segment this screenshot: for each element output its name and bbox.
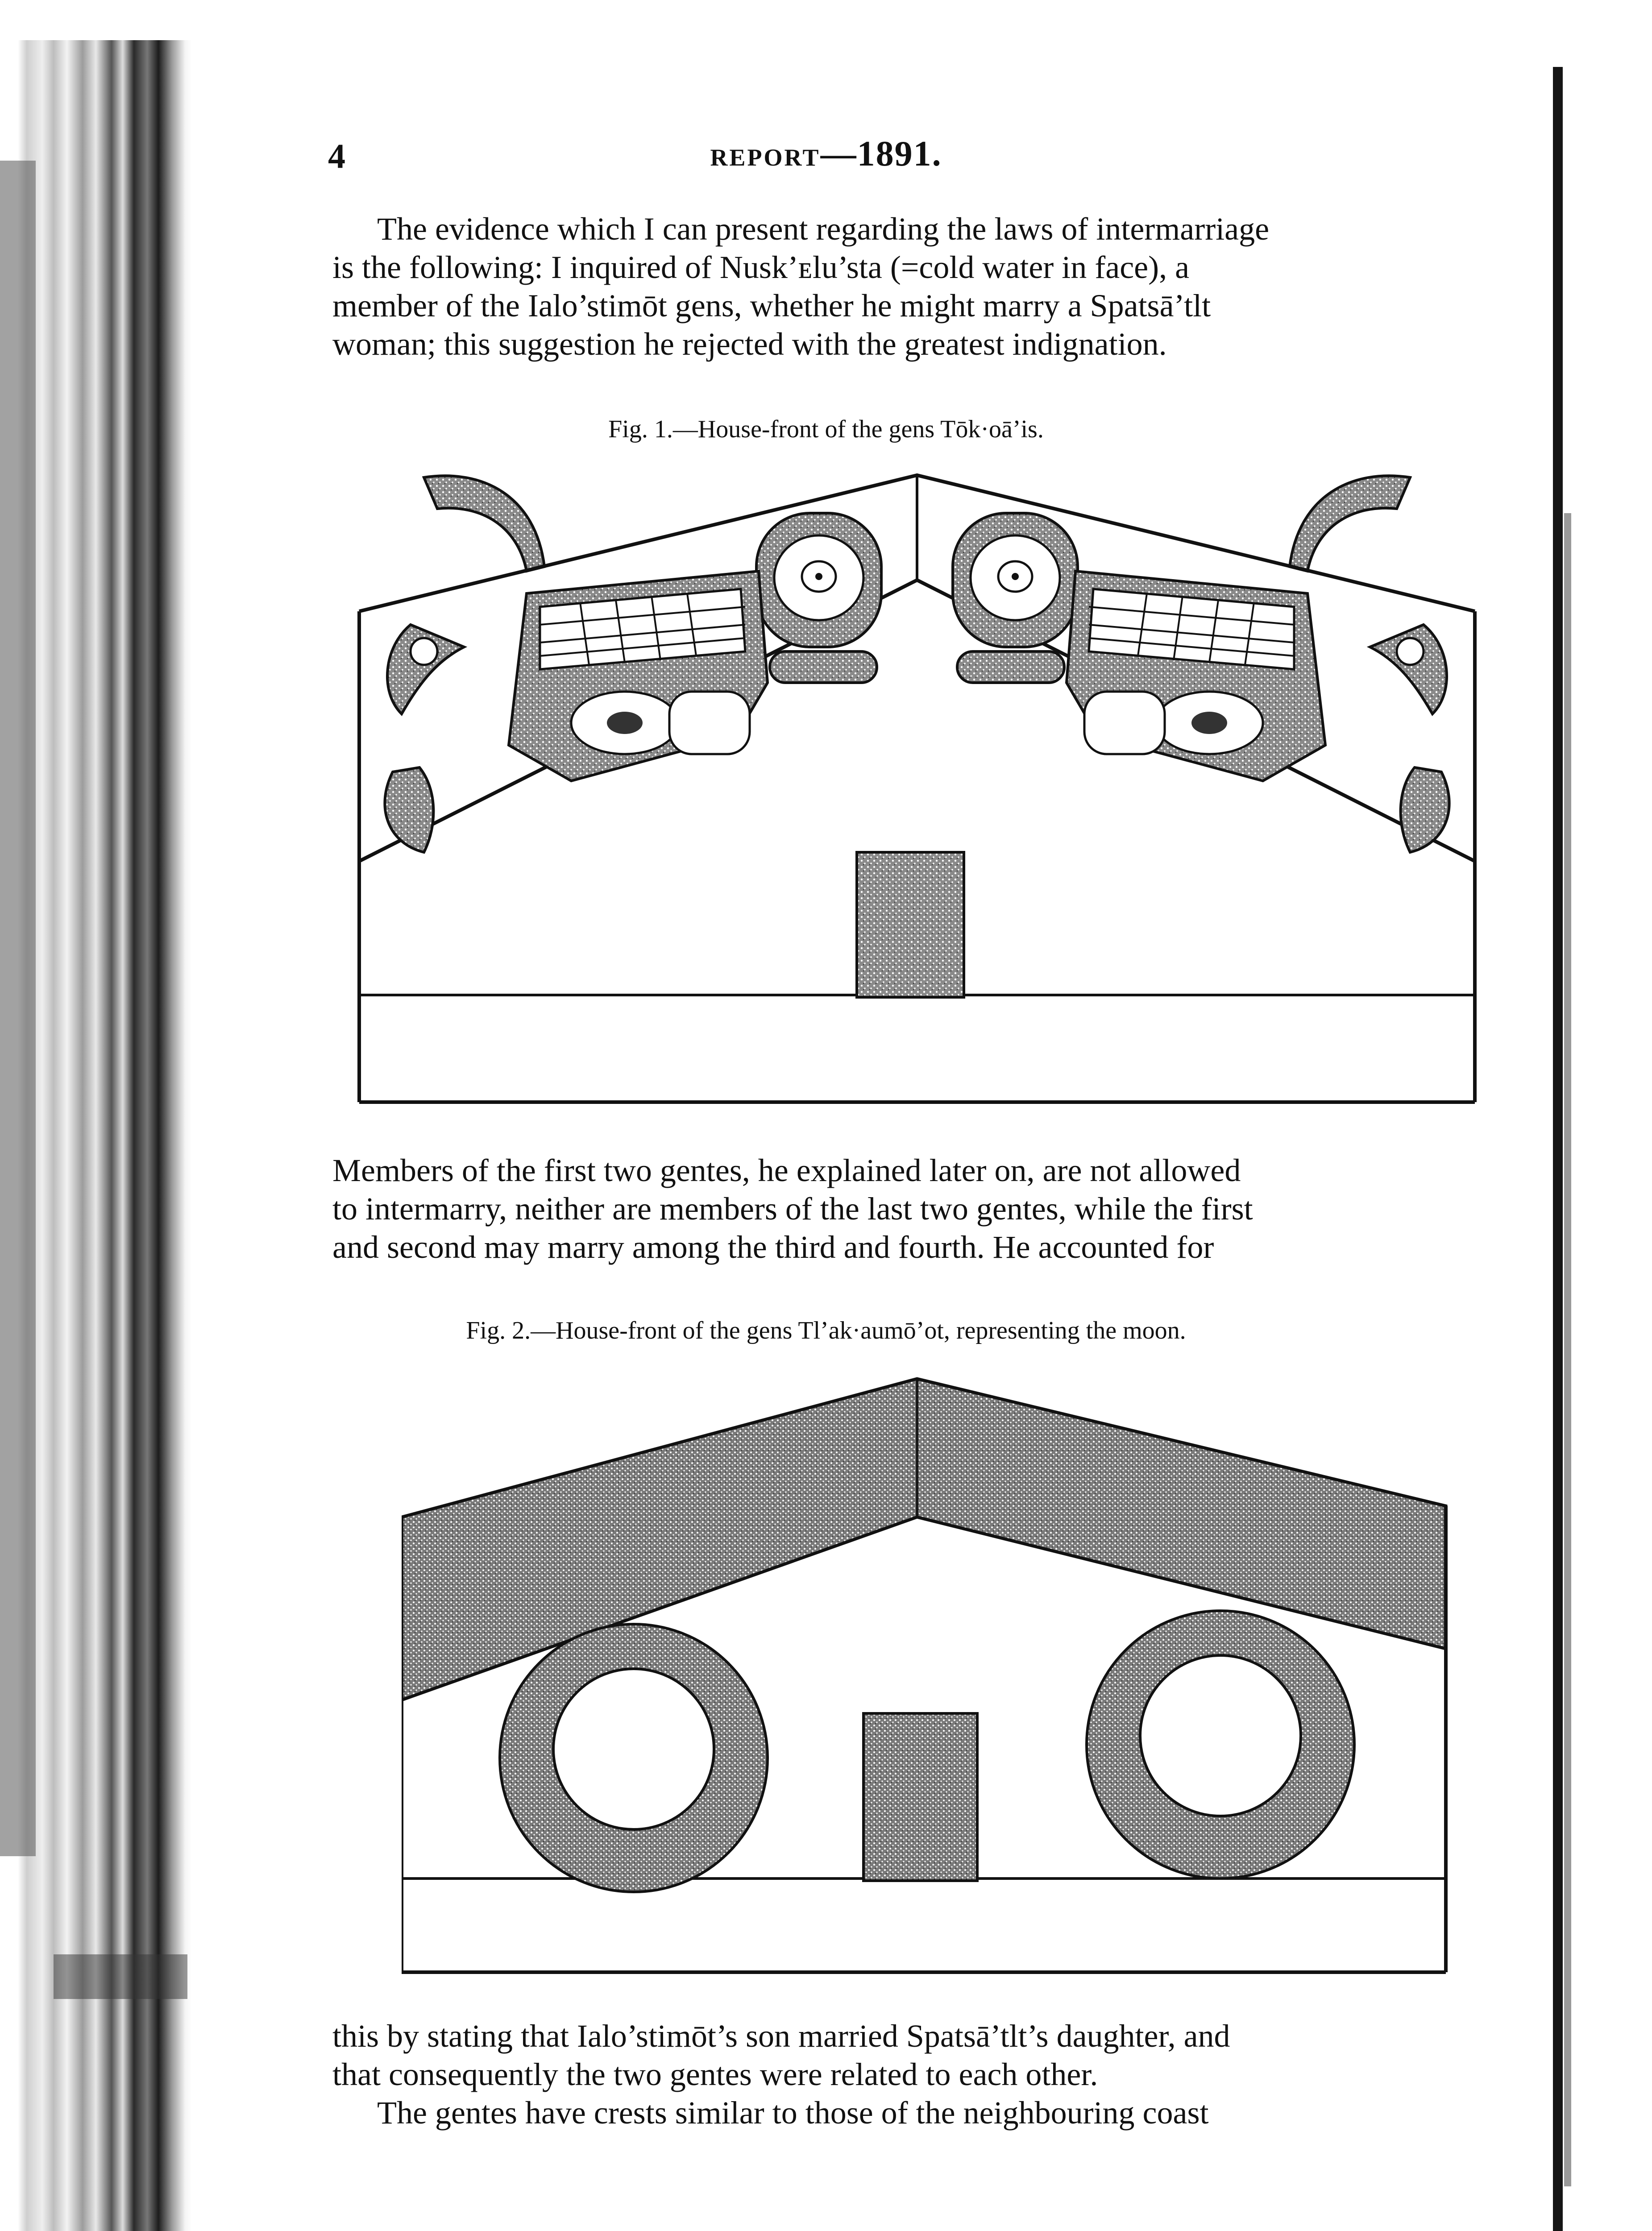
running-header bbox=[0, 134, 1652, 174]
text-line: to intermarry, neither are members of the last two gentes, while the first bbox=[332, 1191, 1253, 1227]
figure-2-caption: Fig. 2.—House-front of the gens Tl’ak·aumō’ot, representing the moon. bbox=[466, 1317, 1186, 1344]
header-year: —1891. bbox=[820, 134, 942, 174]
right-moon-center bbox=[1140, 1655, 1301, 1816]
left-creature-snout bbox=[669, 692, 750, 754]
right-mouth-bar bbox=[957, 651, 1064, 683]
text-line: Members of the first two gentes, he explained later on, are not allowed bbox=[332, 1153, 1241, 1188]
left-moon-center bbox=[553, 1669, 714, 1829]
figure-1-house-front bbox=[348, 460, 1486, 1111]
left-pupil bbox=[815, 573, 822, 580]
right-horn bbox=[1290, 476, 1410, 571]
page-number: 4 bbox=[328, 137, 345, 175]
header-title: REPORT bbox=[710, 144, 821, 171]
figure-2-house-front bbox=[402, 1365, 1450, 1981]
text-line: woman; this suggestion he rejected with the greatest indignation. bbox=[332, 326, 1167, 362]
left-horn bbox=[424, 476, 544, 571]
right-lower-fin bbox=[1401, 767, 1449, 852]
left-fin-joint bbox=[411, 638, 437, 665]
text-line: this by stating that Ialo’stimōt’s son married Spatsā’tlt’s daughter, and bbox=[332, 2018, 1230, 2054]
right-fin-joint bbox=[1397, 638, 1424, 665]
paragraph-crests bbox=[332, 2017, 1511, 2132]
paragraph-gentes bbox=[332, 1151, 1511, 1266]
text-line: is the following: I inquired of Nusk’ᴇlu’sta (=cold water in face), a bbox=[332, 249, 1190, 285]
figure-1-caption: Fig. 1.—House-front of the gens Tōk·oā’is. bbox=[608, 415, 1044, 443]
text-line: that consequently the two gentes were related to each other. bbox=[332, 2057, 1098, 2092]
text-line: The gentes have crests similar to those of the neighbouring coast bbox=[377, 2095, 1209, 2131]
right-creature-snout bbox=[1084, 692, 1165, 754]
paragraph-intermarriage bbox=[332, 210, 1511, 363]
right-creature-pupil bbox=[1191, 712, 1227, 734]
text-line: and second may marry among the third and fourth. He accounted for bbox=[332, 1229, 1214, 1265]
right-pupil bbox=[1012, 573, 1019, 580]
text-line: The evidence which I can present regarding the laws of intermarriage bbox=[377, 211, 1270, 247]
scan-edge-shadow-bottom bbox=[54, 1954, 187, 1999]
door bbox=[863, 1713, 977, 1881]
left-lower-fin bbox=[385, 767, 433, 852]
left-creature-pupil bbox=[607, 712, 643, 734]
door bbox=[857, 852, 964, 997]
text-line: member of the Ialo’stimōt gens, whether he might marry a Spatsā’tlt bbox=[332, 288, 1211, 323]
left-mouth-bar bbox=[770, 651, 877, 683]
page-edge-rule-shadow bbox=[1564, 513, 1571, 2186]
page-edge-rule bbox=[1553, 67, 1563, 2231]
